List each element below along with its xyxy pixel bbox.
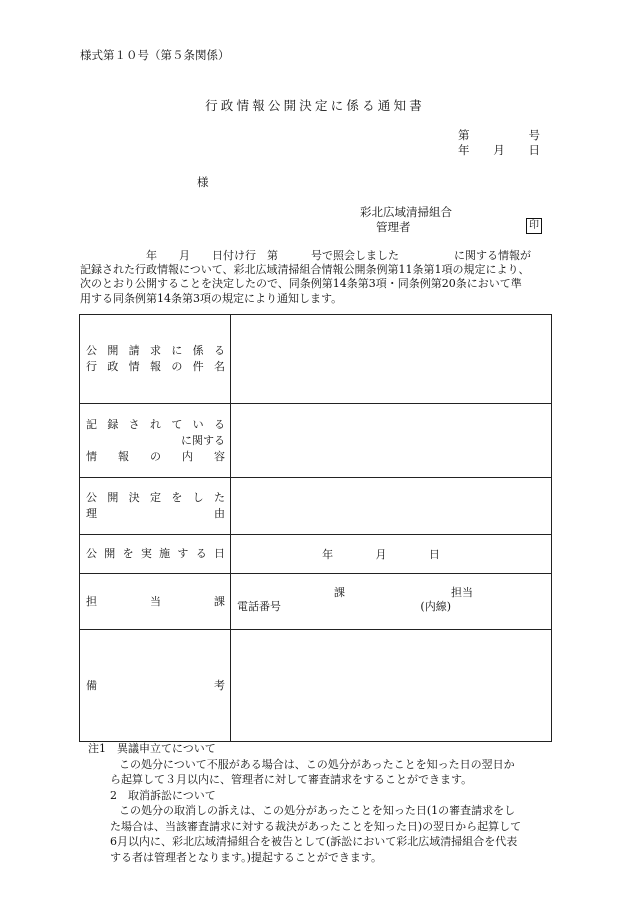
label-remarks — [80, 630, 231, 742]
table-row — [80, 630, 552, 742]
label-char: さ — [128, 417, 140, 431]
label-char: の — [171, 360, 183, 373]
spread-label — [80, 506, 230, 522]
label-char: 当 — [150, 594, 161, 608]
label-char: 開 — [107, 491, 119, 504]
label-disclosure-date — [80, 535, 231, 574]
value-disclosure-date[interactable] — [231, 535, 552, 574]
label-char: し — [192, 491, 204, 504]
issuer-title: 管理者 — [376, 220, 411, 234]
label-char: た — [213, 491, 225, 504]
label-char: れ — [149, 417, 161, 431]
form-number: 様式第１０号（第５条関係） — [80, 48, 230, 62]
note-heading-1: 注1 異議申立てについて — [88, 742, 216, 755]
label-char: を — [171, 491, 183, 504]
addressee-suffix: 様 — [197, 175, 209, 189]
label-char: 定 — [149, 491, 161, 504]
spread-label — [80, 678, 230, 694]
body-line: 次のとおり公開することを決定したので、同条例第14条第3項・同条例第20条において準 — [80, 277, 522, 291]
label-char: 日 — [428, 548, 440, 561]
label-char: 容 — [214, 449, 225, 463]
label-char: 係 — [192, 344, 204, 357]
document-title: 行政情報公開決定に係る通知書 — [205, 98, 425, 113]
value-remarks[interactable] — [231, 630, 552, 742]
label-char: 報 — [149, 360, 161, 373]
number-suffix: 号 — [528, 128, 540, 142]
notice-table — [79, 314, 552, 742]
note-line: 6月以内に、彩北広域清掃組合を被告として(訴訟において彩北広域清掃組合を代表 — [110, 835, 518, 848]
label-char: 決 — [128, 491, 140, 504]
date-month: 月 — [493, 143, 505, 157]
label-char: 日 — [213, 547, 225, 560]
seal-mark: 印 — [526, 218, 542, 234]
label-char: 課 — [214, 594, 225, 608]
label-char: 開 — [104, 547, 116, 560]
label-char: る — [195, 547, 207, 560]
date-day: 日 — [528, 143, 540, 157]
label-char: 担 — [86, 594, 97, 608]
table-row — [80, 574, 552, 630]
label-char: 考 — [214, 678, 225, 692]
label-char: 内 — [182, 449, 193, 463]
department-line — [231, 586, 551, 600]
label-char: に — [171, 344, 183, 357]
label-char: 理 — [86, 507, 97, 520]
issue-date-line — [458, 142, 540, 158]
label-char: の — [150, 449, 161, 463]
date-year: 年 — [458, 143, 470, 157]
note-line: た場合は、当該審査請求に対する裁決があったことを知った日)の翌日から起算して — [110, 819, 522, 833]
label-char: 情 — [86, 449, 97, 463]
spread-label — [80, 417, 230, 433]
footnotes — [88, 741, 558, 865]
note-line: この処分について不服がある場合は、この処分があったことを知った日の翌日か — [119, 757, 515, 771]
label-char: 行 — [86, 360, 97, 373]
label-char: 請 — [128, 344, 140, 357]
spread-label — [80, 343, 230, 359]
label-char: る — [213, 417, 225, 431]
label-char: 公 — [86, 547, 97, 560]
phone-line — [231, 600, 551, 614]
notice-body — [80, 249, 556, 306]
label-char: 件 — [192, 360, 204, 373]
label-char: 名 — [213, 360, 225, 373]
value-request-subject[interactable] — [231, 315, 552, 404]
ka-label: 課 — [334, 586, 345, 599]
spread-label — [80, 490, 230, 506]
label-char: 実 — [140, 547, 152, 560]
body-line: 用する同条例第14条第3項の規定により通知します。 — [80, 291, 343, 305]
table-row — [80, 315, 552, 404]
number-prefix: 第 — [458, 128, 470, 142]
table-row — [80, 535, 552, 574]
label-char: 政 — [107, 360, 119, 373]
label-char: 開 — [107, 344, 119, 357]
extension-label: (内線) — [420, 600, 451, 613]
label-char: 記 — [86, 417, 97, 431]
spread-label — [80, 359, 230, 375]
document-number-line — [458, 127, 540, 143]
tanto-label: 担当 — [451, 586, 473, 599]
label-request-subject — [80, 315, 231, 404]
label-recorded-content — [80, 404, 231, 478]
label-char: 月 — [375, 548, 387, 561]
body-line: 年 月 日付け行 第 号で照会しました に関する情報が — [80, 249, 531, 262]
label-char: 由 — [214, 507, 225, 520]
label-char: 求 — [149, 344, 161, 357]
table-row — [80, 478, 552, 535]
label-char: 報 — [118, 449, 129, 463]
label-text: に関する — [181, 433, 225, 447]
value-recorded-content[interactable] — [231, 404, 552, 478]
phone-label: 電話番号 — [237, 600, 281, 613]
note-line: ら起算して３月以内に、管理者に対して審査請求をすることができます。 — [110, 773, 473, 786]
label-char: 録 — [107, 417, 119, 431]
label-char: 情 — [128, 360, 140, 373]
note-line: この処分の取消しの訴えは、この処分があったことを知った日(1の審査請求をし — [119, 804, 516, 817]
spread-label — [80, 594, 230, 610]
note-heading-2: 2 取消訴訟について — [110, 788, 216, 802]
issuer-organization: 彩北広域清掃組合 — [360, 205, 452, 219]
label-char: 備 — [86, 678, 97, 692]
label-char: て — [171, 417, 183, 431]
body-line: 記録された行政情報について、彩北広域清掃組合情報公開条例第11条第1項の規定により、 — [80, 263, 530, 277]
label-decision-reason — [80, 478, 231, 535]
label-char: を — [122, 547, 134, 560]
value-department[interactable] — [231, 574, 552, 630]
spread-label — [80, 449, 230, 465]
label-char: い — [192, 417, 204, 431]
label-char: る — [213, 344, 225, 357]
label-char: 公 — [86, 491, 97, 504]
label-char: す — [177, 547, 189, 560]
note-line: する者は管理者となります。)提起することができます。 — [110, 850, 383, 864]
label-department — [80, 574, 231, 630]
value-decision-reason[interactable] — [231, 478, 552, 535]
spread-label — [231, 546, 551, 562]
table-row — [80, 404, 552, 478]
label-char: 年 — [322, 548, 334, 561]
spread-label — [80, 546, 230, 562]
label-char: 施 — [159, 547, 171, 560]
label-char: 公 — [86, 344, 97, 357]
